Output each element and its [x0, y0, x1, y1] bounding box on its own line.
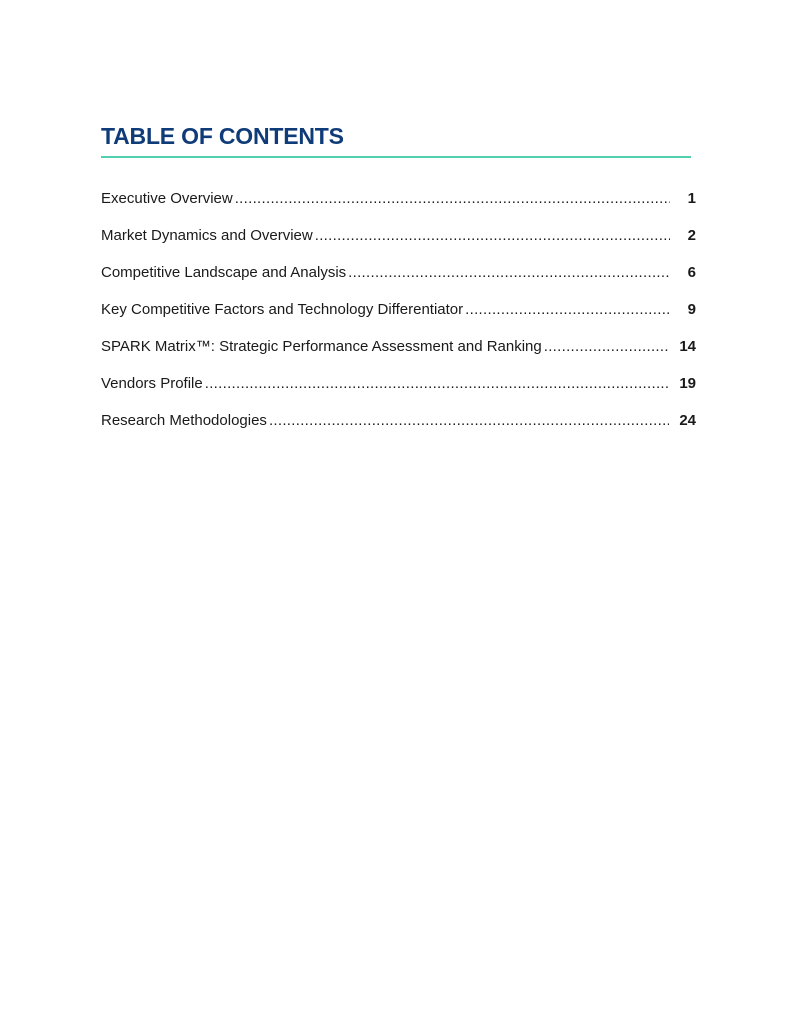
toc-heading: TABLE OF CONTENTS — [101, 123, 344, 149]
toc-entry[interactable] — [101, 373, 696, 410]
toc-entry-page: 24 — [679, 412, 696, 429]
toc-entry-title: Competitive Landscape and Analysis — [101, 264, 347, 281]
toc-entry-page: 9 — [687, 301, 696, 318]
dot-leader — [465, 299, 670, 321]
toc-entry-page: 2 — [687, 227, 696, 244]
toc-entry[interactable] — [101, 188, 696, 225]
dot-leader — [348, 262, 670, 284]
dot-leader — [315, 225, 670, 247]
toc-entry[interactable] — [101, 410, 696, 447]
toc-entry-page: 14 — [679, 338, 696, 355]
dot-leader — [235, 188, 670, 210]
toc-list — [101, 188, 696, 447]
toc-entry-title: Key Competitive Factors and Technology Differentiator — [101, 301, 464, 318]
heading-underline — [101, 156, 691, 158]
toc-entry-title: Executive Overview — [101, 190, 233, 207]
dot-leader — [269, 410, 669, 432]
toc-entry[interactable] — [101, 225, 696, 262]
toc-entry-page: 6 — [687, 264, 696, 281]
toc-entry-page: 1 — [687, 190, 696, 207]
toc-entry[interactable] — [101, 262, 696, 299]
toc-entry[interactable] — [101, 336, 696, 373]
toc-entry[interactable] — [101, 299, 696, 336]
toc-entry-title: SPARK Matrix™: Strategic Performance Assessment and Ranking — [101, 338, 542, 355]
toc-entry-title: Market Dynamics and Overview — [101, 227, 313, 244]
dot-leader — [544, 336, 670, 358]
toc-entry-title: Vendors Profile — [101, 375, 203, 392]
dot-leader — [205, 373, 670, 395]
toc-entry-title: Research Methodologies — [101, 412, 267, 429]
toc-entry-page: 19 — [679, 375, 696, 392]
